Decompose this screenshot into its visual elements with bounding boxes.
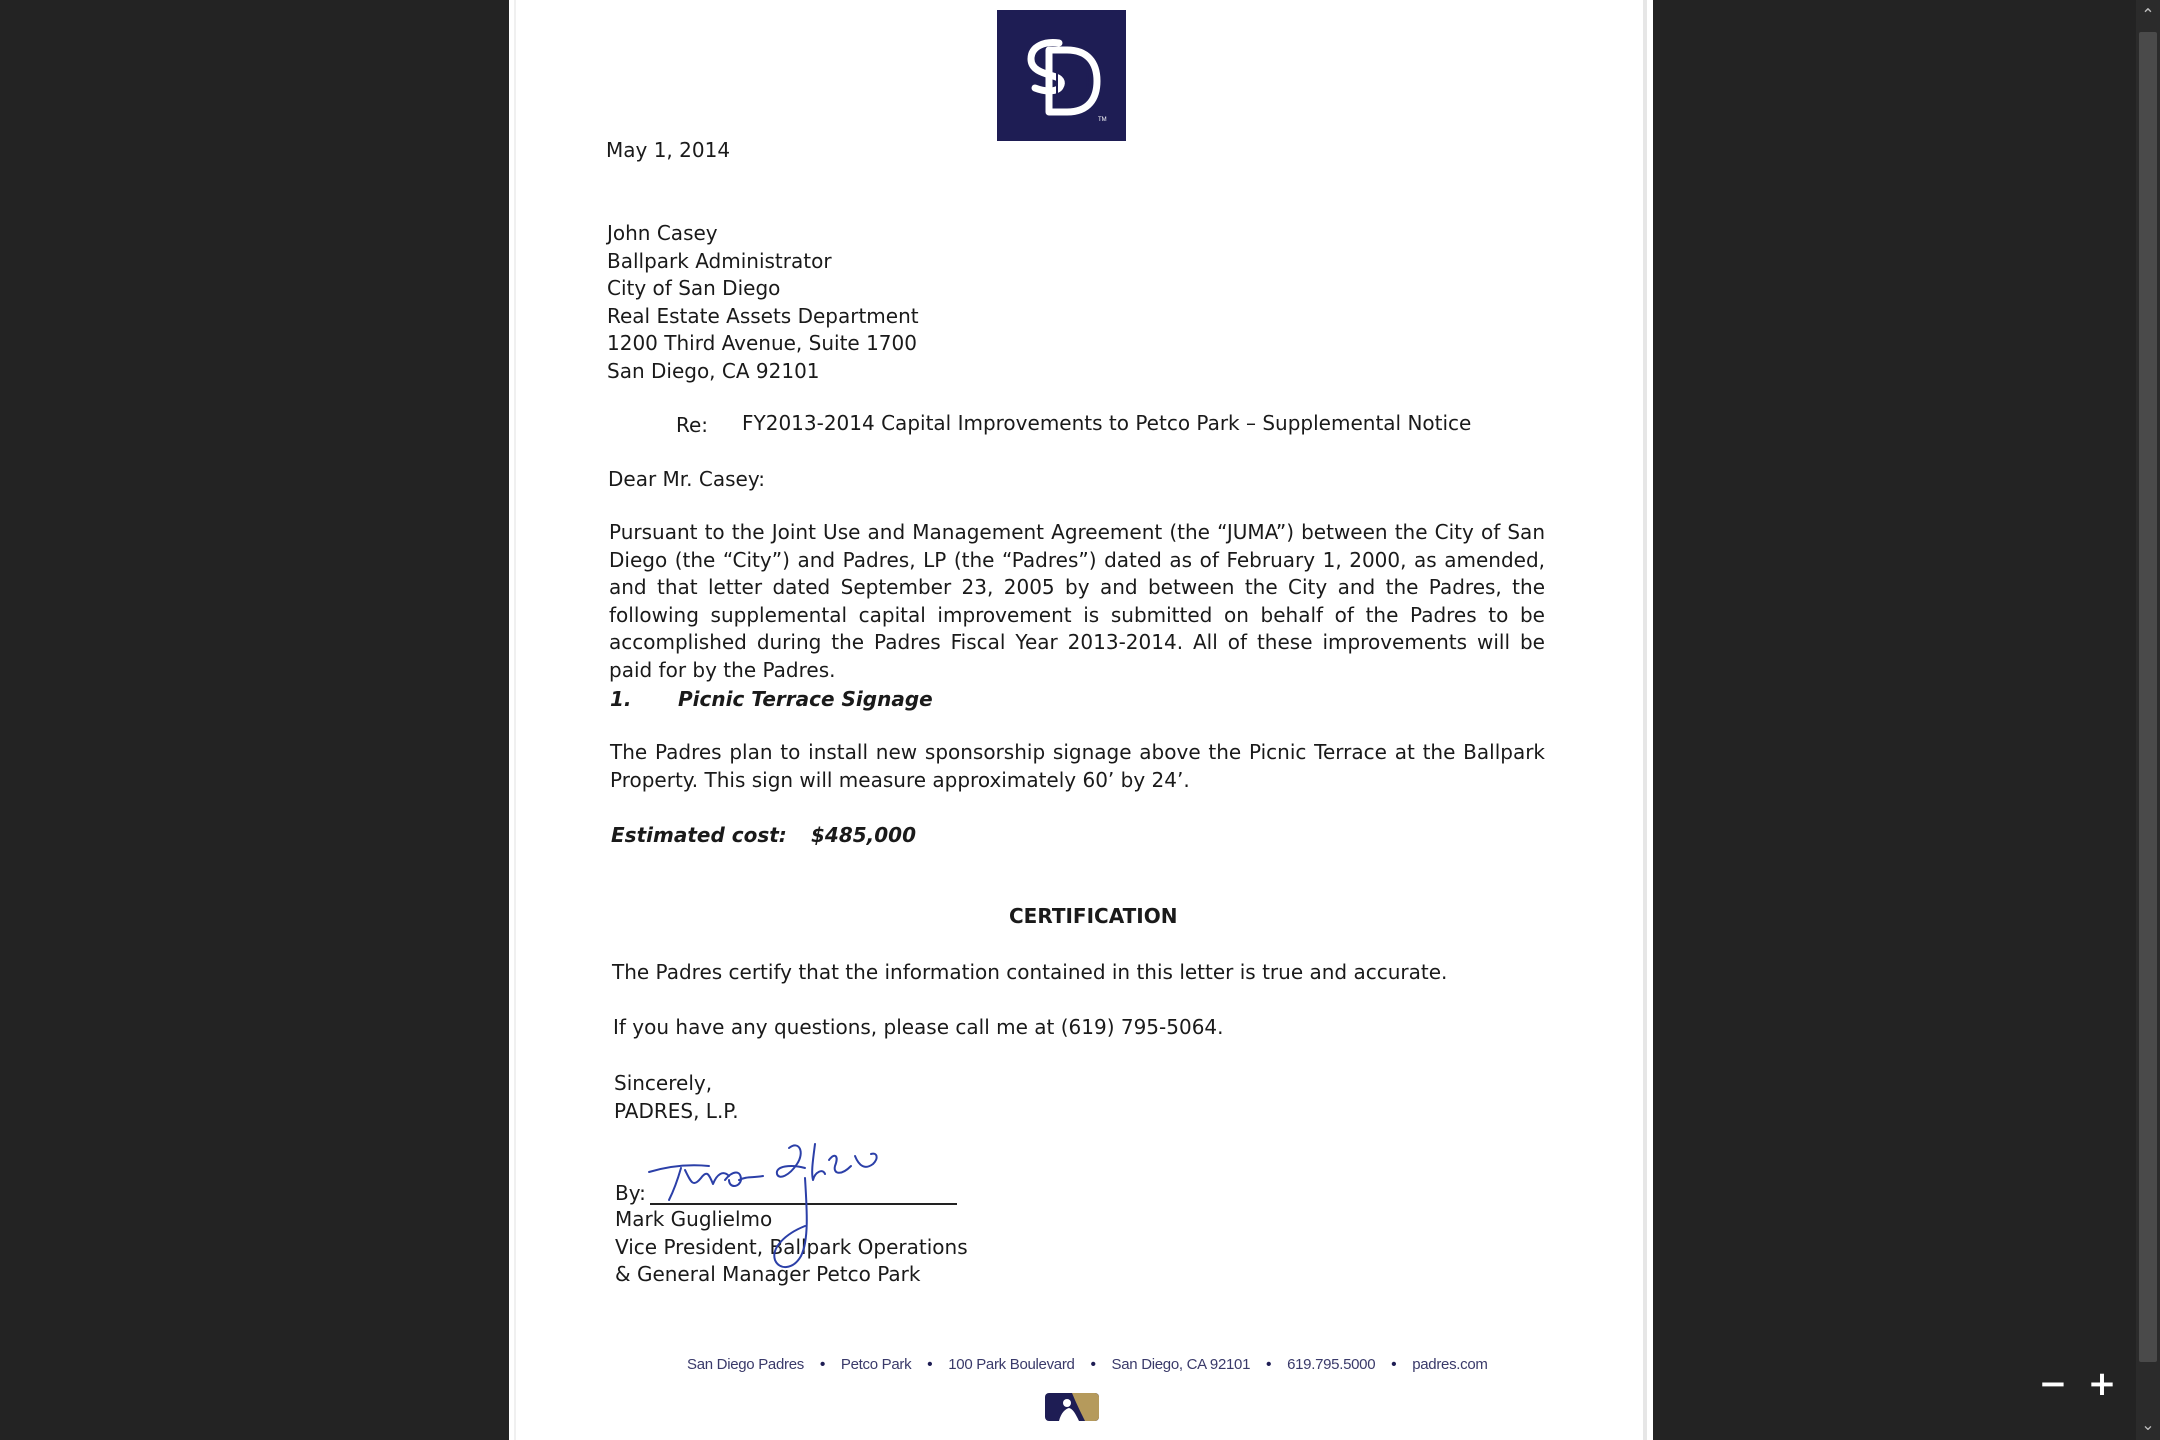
- certification-heading: CERTIFICATION: [1009, 904, 1178, 928]
- item-paragraph: The Padres plan to install new sponsorship signage above the Picnic Terrace at the Ballpark Property. This sign will measure approximately 60’ by 24’.: [610, 740, 1545, 792]
- footer-item: San Diego Padres: [687, 1356, 804, 1373]
- recipient-line: 1200 Third Avenue, Suite 1700: [607, 331, 917, 355]
- mlb-logo: [1045, 1393, 1099, 1421]
- footer-separator: •: [1090, 1356, 1096, 1373]
- footer-separator: •: [819, 1356, 825, 1373]
- page-edge: [514, 0, 516, 1440]
- signer-title: & General Manager Petco Park: [615, 1262, 921, 1286]
- document-page: [509, 0, 1653, 1440]
- footer-item: 619.795.5000: [1287, 1356, 1376, 1373]
- recipient-line: San Diego, CA 92101: [607, 358, 820, 383]
- vertical-scrollbar[interactable]: [2136, 0, 2160, 1440]
- zoom-out-button[interactable]: −: [2038, 1364, 2068, 1404]
- footer-separator: •: [1391, 1356, 1397, 1373]
- cost-value: $485,000: [811, 823, 917, 847]
- recipient-line: City of San Diego: [607, 276, 781, 300]
- certification-text: The Padres certify that the information contained in this letter is true and accurate.: [612, 960, 1448, 984]
- salutation: Dear Mr. Casey:: [608, 467, 765, 491]
- item-number: 1.: [610, 687, 632, 711]
- letter-date: May 1, 2014: [606, 138, 731, 162]
- signer-title: Vice President, Ballpark Operations: [615, 1234, 968, 1259]
- footer-item: Petco Park: [840, 1356, 912, 1373]
- letterhead-footer: [687, 1356, 1488, 1373]
- scroll-up-icon[interactable]: ⌃: [2141, 5, 2155, 24]
- signer-name: Mark Guglielmo: [615, 1207, 773, 1231]
- zoom-in-button[interactable]: +: [2087, 1364, 2117, 1404]
- intro-paragraph: Pursuant to the Joint Use and Management Agreement (the “JUMA”) between the City of San Diego (the “City”) and Padres, LP (the “Padres”) dated as of February 1, 2000, as amended, and that letter dated September 23, 2005 by and between the City and the Padres, the following supplemental capital improvement is submitted on behalf of the Padres to be accomplished during the Padres Fiscal Year 2013-2014. All of these improvements will be paid for by the Padres.: [609, 520, 1545, 682]
- scrollbar-thumb[interactable]: [2139, 32, 2157, 1362]
- closing: Sincerely,: [614, 1071, 713, 1095]
- recipient-line: Ballpark Administrator: [607, 248, 832, 273]
- handwritten-signature: [629, 1130, 989, 1310]
- company-name: PADRES, L.P.: [614, 1098, 739, 1123]
- re-label: Re:: [676, 413, 709, 437]
- recipient-line: John Casey: [607, 221, 718, 245]
- footer-item: San Diego, CA 92101: [1111, 1356, 1251, 1373]
- footer-separator: •: [927, 1356, 933, 1373]
- recipient-line: Real Estate Assets Department: [607, 303, 919, 328]
- item-title: Picnic Terrace Signage: [678, 687, 933, 711]
- padres-logo: [997, 10, 1126, 141]
- scroll-down-icon[interactable]: ⌄: [2141, 1415, 2155, 1434]
- footer-item: 100 Park Boulevard: [948, 1356, 1075, 1373]
- svg-text:TM: TM: [1098, 117, 1107, 123]
- cost-label: Estimated cost:: [611, 823, 787, 847]
- page-edge: [1643, 0, 1647, 1440]
- by-label: By:: [615, 1181, 646, 1205]
- re-subject: FY2013-2014 Capital Improvements to Petco Park – Supplemental Notice: [742, 411, 1472, 435]
- footer-separator: •: [1266, 1356, 1272, 1373]
- questions-text: If you have any questions, please call me at (619) 795-5064.: [613, 1015, 1224, 1039]
- footer-item: padres.com: [1412, 1356, 1488, 1373]
